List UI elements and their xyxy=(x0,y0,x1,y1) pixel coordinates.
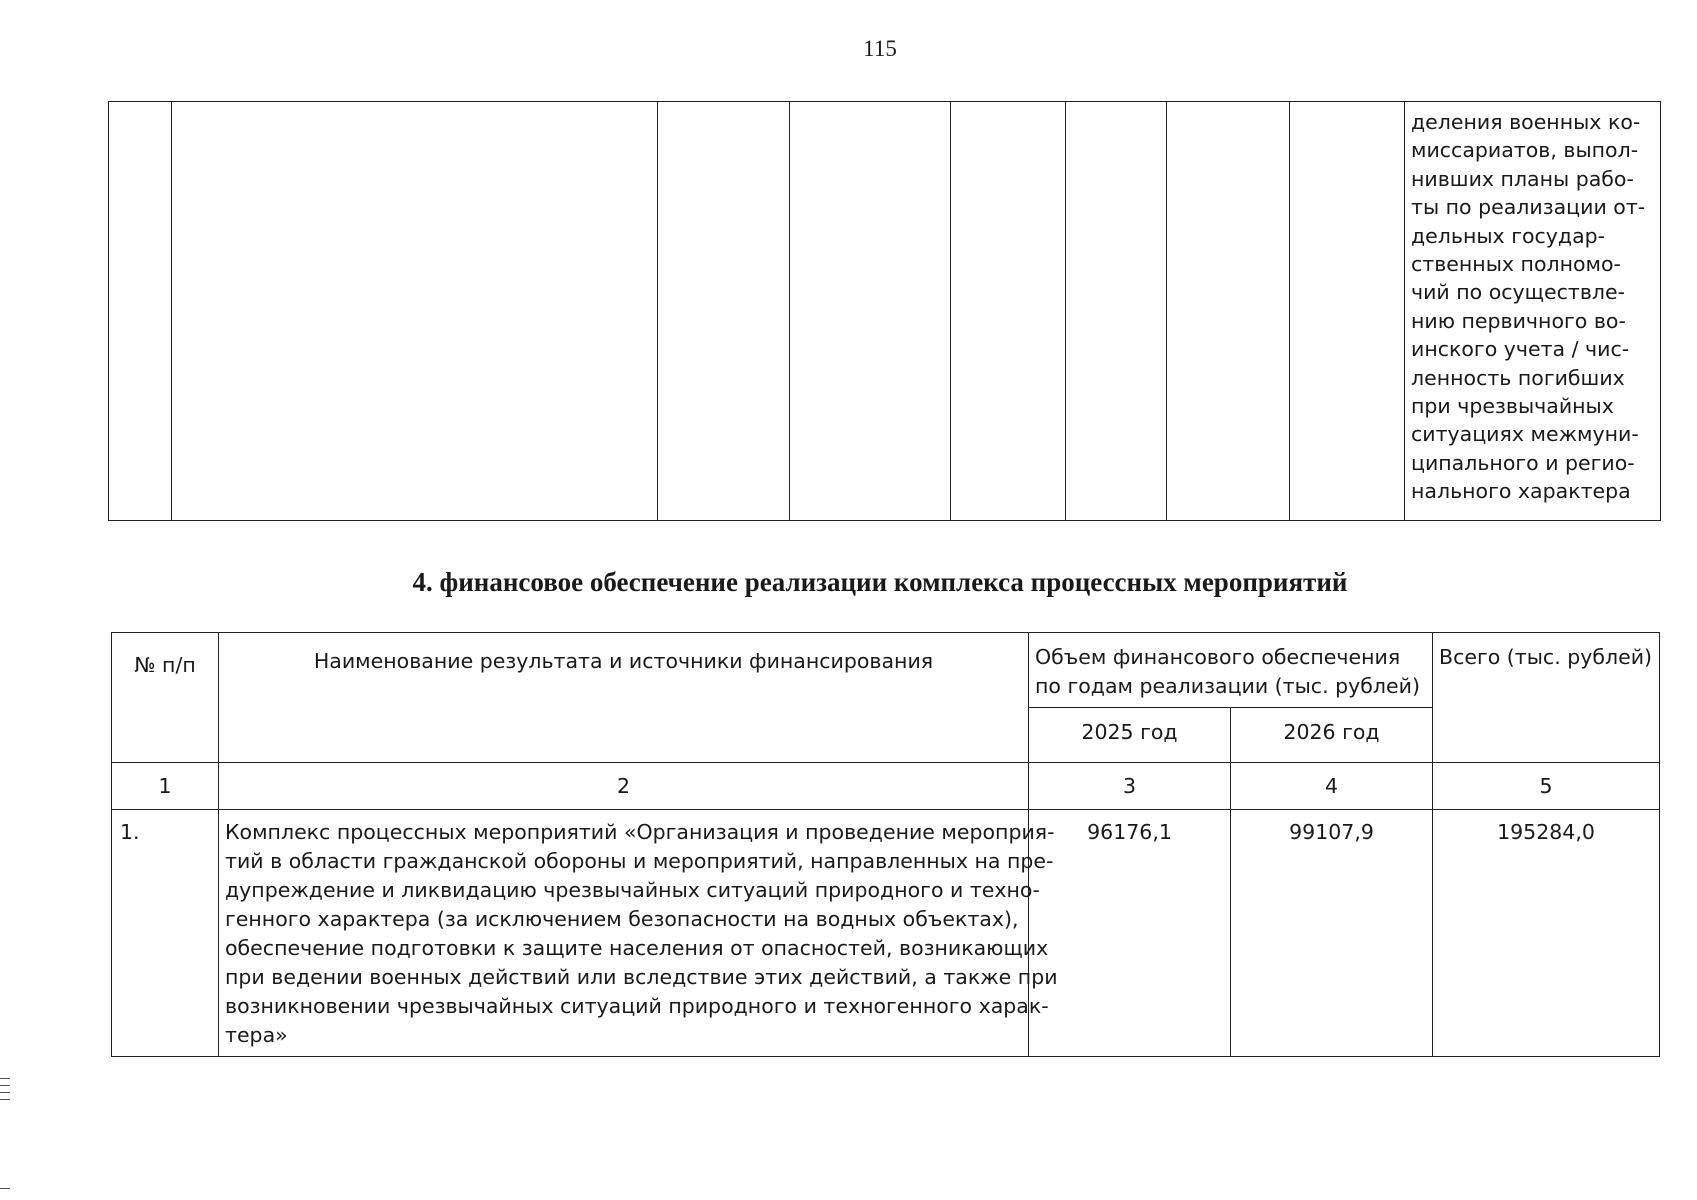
empty-cell xyxy=(1167,102,1290,521)
row-number: 1. xyxy=(112,810,219,1057)
header-volume: Объем финансового обеспечения по годам реализации (тыс. рублей) xyxy=(1029,633,1433,708)
value-2026: 99107,9 xyxy=(1231,810,1433,1057)
text-line: чий по осуществле- xyxy=(1411,280,1626,305)
text-line: нивших планы рабо- xyxy=(1411,166,1634,191)
row-name-line: возникновении чрезвычайных ситуаций природного и техногенного харак- xyxy=(225,994,1049,1018)
value-total: 195284,0 xyxy=(1433,810,1660,1057)
header-row xyxy=(112,633,1660,708)
empty-cell xyxy=(172,102,658,521)
empty-cell xyxy=(1066,102,1167,521)
row-name-line: тий в области гражданской обороны и мероприятий, направленных на пре- xyxy=(225,849,1054,873)
empty-cell xyxy=(951,102,1066,521)
header-total: Всего (тыс. рублей) xyxy=(1433,633,1660,763)
empty-cell xyxy=(109,102,172,521)
row-name-line: Комплекс процессных мероприятий «Организация и проведение мероприя- xyxy=(225,820,1055,844)
row-name-line: дупреждение и ликвидацию чрезвычайных ситуаций природного и техно- xyxy=(225,878,1040,902)
row-name xyxy=(219,810,1058,1057)
text-line: нию первичного во- xyxy=(1411,308,1626,333)
continuation-table xyxy=(108,101,1661,521)
header-number: № п/п xyxy=(112,633,219,763)
header-year-2026: 2026 год xyxy=(1231,708,1433,763)
column-number: 5 xyxy=(1433,763,1660,810)
column-numbers-row xyxy=(112,763,1660,810)
margin-mark xyxy=(0,1188,10,1189)
header-name: Наименование результата и источники финансирования xyxy=(219,633,1029,763)
text-line: ленность погибших xyxy=(1411,365,1625,390)
header-year-2025: 2025 год xyxy=(1029,708,1231,763)
text-line: ственных полномо- xyxy=(1411,252,1621,277)
text-line: ситуациях межмуни- xyxy=(1411,422,1639,447)
margin-mark xyxy=(0,1099,10,1100)
column-number: 2 xyxy=(219,763,1029,810)
text-line: при чрезвычайных xyxy=(1411,394,1614,419)
continuation-row xyxy=(109,102,1661,521)
value-2025: 96176,1 xyxy=(1029,810,1231,1057)
page-number: 115 xyxy=(863,36,897,61)
text-line: инского учета / чис- xyxy=(1411,337,1630,362)
row-name-line: тера» xyxy=(225,1023,288,1047)
empty-cell xyxy=(1290,102,1405,521)
finance-table xyxy=(111,632,1660,1057)
empty-cell xyxy=(790,102,951,521)
row-name-line: обеспечение подготовки к защите населения от опасностей, возникающих xyxy=(225,936,1049,960)
text-line: деления военных ко- xyxy=(1411,110,1641,134)
text-line: дельных государ- xyxy=(1411,223,1606,248)
margin-mark xyxy=(0,1085,10,1086)
column-number: 3 xyxy=(1029,763,1231,810)
text-line: миссариатов, выпол- xyxy=(1411,138,1639,163)
margin-mark xyxy=(0,1078,10,1079)
row-name-line: генного характера (за исключением безопасности на водных объектах), xyxy=(225,907,1019,931)
text-line: ципального и регио- xyxy=(1411,450,1635,475)
continuation-text-cell xyxy=(1405,102,1661,521)
text-line: нального характера xyxy=(1411,479,1631,504)
column-number: 4 xyxy=(1231,763,1433,810)
row-name-line: при ведении военных действий или вследствие этих действий, а также при xyxy=(225,965,1058,989)
table-row xyxy=(112,810,1660,1057)
margin-mark xyxy=(0,1092,10,1093)
empty-cell xyxy=(658,102,790,521)
text-line: ты по реализации от- xyxy=(1411,195,1646,220)
column-number: 1 xyxy=(112,763,219,810)
section-title: 4. финансовое обеспечение реализации комплекса процессных мероприятий xyxy=(412,567,1348,597)
